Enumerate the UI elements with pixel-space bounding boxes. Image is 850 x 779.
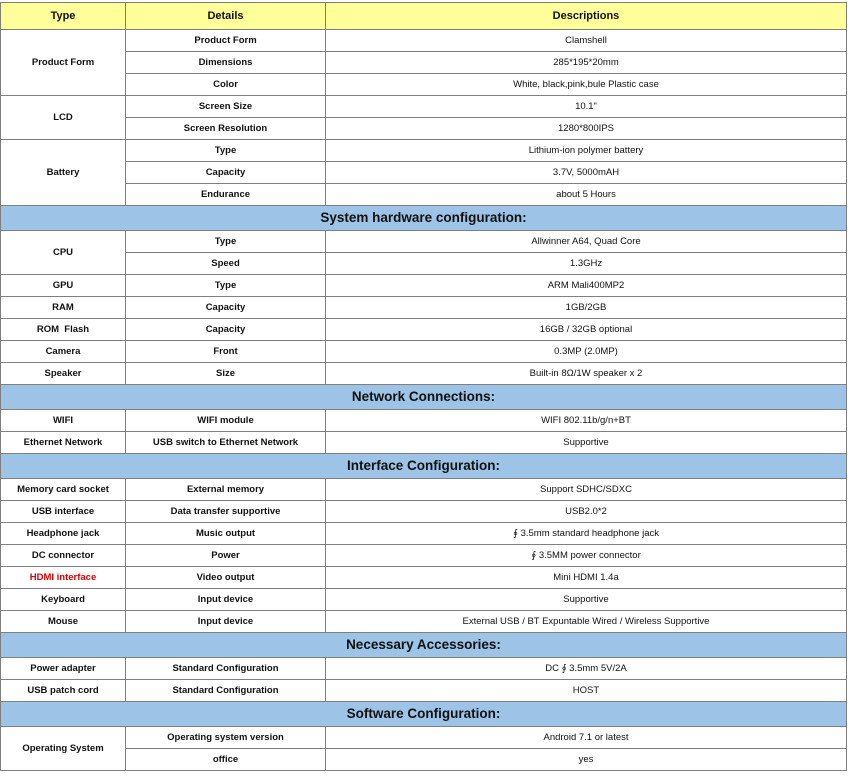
detail-cell: Data transfer supportive <box>126 501 326 523</box>
spec-table <box>0 2 847 771</box>
description-cell: WIFI 802.11b/g/n+BT <box>326 410 847 432</box>
table-row <box>1 319 847 341</box>
detail-cell: Front <box>126 341 326 363</box>
table-row <box>1 567 847 589</box>
detail-cell: Standard Configuration <box>126 680 326 702</box>
description-cell: Android 7.1 or latest <box>326 727 847 749</box>
detail-cell: Music output <box>126 523 326 545</box>
table-row <box>1 410 847 432</box>
type-cell: USB patch cord <box>1 680 126 702</box>
description-cell: 0.3MP (2.0MP) <box>326 341 847 363</box>
table-row <box>1 658 847 680</box>
description-cell: 16GB / 32GB optional <box>326 319 847 341</box>
section-row-accessories <box>1 633 847 658</box>
header-row <box>1 3 847 30</box>
detail-cell: Type <box>126 231 326 253</box>
type-cell: Speaker <box>1 363 126 385</box>
table-row <box>1 162 847 184</box>
description-cell: yes <box>326 749 847 771</box>
type-cell: GPU <box>1 275 126 297</box>
description-cell: Built-in 8Ω/1W speaker x 2 <box>326 363 847 385</box>
table-row <box>1 611 847 633</box>
type-cell: Power adapter <box>1 658 126 680</box>
type-cell: ROM Flash <box>1 319 126 341</box>
table-row <box>1 727 847 749</box>
table-row <box>1 545 847 567</box>
detail-cell: Input device <box>126 589 326 611</box>
type-cell-cpu: CPU <box>1 231 126 275</box>
description-cell: White, black,pink,bule Plastic case <box>326 74 847 96</box>
table-row <box>1 96 847 118</box>
description-cell: 3.7V, 5000mAH <box>326 162 847 184</box>
description-cell: USB2.0*2 <box>326 501 847 523</box>
table-row <box>1 749 847 771</box>
section-title-interface: Interface Configuration: <box>1 454 847 479</box>
detail-cell: Color <box>126 74 326 96</box>
description-cell: Allwinner A64, Quad Core <box>326 231 847 253</box>
detail-cell: Capacity <box>126 162 326 184</box>
detail-cell: External memory <box>126 479 326 501</box>
description-cell: DC ∮ 3.5mm 5V/2A <box>326 658 847 680</box>
type-cell: WIFI <box>1 410 126 432</box>
table-row <box>1 297 847 319</box>
type-cell: Headphone jack <box>1 523 126 545</box>
detail-cell: office <box>126 749 326 771</box>
description-cell: Clamshell <box>326 30 847 52</box>
type-cell-product-form: Product Form <box>1 30 126 96</box>
detail-cell: Size <box>126 363 326 385</box>
detail-cell: Type <box>126 275 326 297</box>
detail-cell: Video output <box>126 567 326 589</box>
table-row <box>1 589 847 611</box>
description-cell: ∮ 3.5mm standard headphone jack <box>326 523 847 545</box>
detail-cell: Power <box>126 545 326 567</box>
type-cell: Mouse <box>1 611 126 633</box>
detail-cell: Operating system version <box>126 727 326 749</box>
detail-cell: Product Form <box>126 30 326 52</box>
table-row <box>1 501 847 523</box>
table-row <box>1 432 847 454</box>
type-cell: Camera <box>1 341 126 363</box>
section-title-accessories: Necessary Accessories: <box>1 633 847 658</box>
section-title-network: Network Connections: <box>1 385 847 410</box>
detail-cell: Screen Resolution <box>126 118 326 140</box>
section-row-hardware <box>1 206 847 231</box>
header-details: Details <box>126 3 326 30</box>
description-cell: 285*195*20mm <box>326 52 847 74</box>
description-cell: 1280*800IPS <box>326 118 847 140</box>
description-cell: ∮ 3.5MM power connector <box>326 545 847 567</box>
description-cell: External USB / BT Expuntable Wired / Wireless Supportive <box>326 611 847 633</box>
type-cell-battery: Battery <box>1 140 126 206</box>
section-row-network <box>1 385 847 410</box>
type-cell: DC connector <box>1 545 126 567</box>
type-cell: Memory card socket <box>1 479 126 501</box>
detail-cell: Input device <box>126 611 326 633</box>
description-cell: 10.1" <box>326 96 847 118</box>
description-cell: Mini HDMI 1.4a <box>326 567 847 589</box>
section-row-interface <box>1 454 847 479</box>
table-row <box>1 118 847 140</box>
table-row <box>1 140 847 162</box>
detail-cell: Capacity <box>126 319 326 341</box>
section-title-software: Software Configuration: <box>1 702 847 727</box>
table-row <box>1 680 847 702</box>
section-title-hardware: System hardware configuration: <box>1 206 847 231</box>
type-cell: Keyboard <box>1 589 126 611</box>
table-row <box>1 74 847 96</box>
table-row <box>1 479 847 501</box>
description-cell: HOST <box>326 680 847 702</box>
table-row <box>1 523 847 545</box>
description-cell: Supportive <box>326 432 847 454</box>
table-row <box>1 30 847 52</box>
type-cell: USB interface <box>1 501 126 523</box>
table-row <box>1 184 847 206</box>
description-cell: Lithium-ion polymer battery <box>326 140 847 162</box>
type-cell: RAM <box>1 297 126 319</box>
type-cell: Ethernet Network <box>1 432 126 454</box>
description-cell: Supportive <box>326 589 847 611</box>
table-row <box>1 275 847 297</box>
section-row-software <box>1 702 847 727</box>
description-cell: 1.3GHz <box>326 253 847 275</box>
type-cell-hdmi: HDMI interface <box>1 567 126 589</box>
description-cell: 1GB/2GB <box>326 297 847 319</box>
description-cell: Support SDHC/SDXC <box>326 479 847 501</box>
detail-cell: Standard Configuration <box>126 658 326 680</box>
header-type: Type <box>1 3 126 30</box>
description-cell: about 5 Hours <box>326 184 847 206</box>
detail-cell: Speed <box>126 253 326 275</box>
detail-cell: Dimensions <box>126 52 326 74</box>
description-cell: ARM Mali400MP2 <box>326 275 847 297</box>
table-row <box>1 52 847 74</box>
table-row <box>1 253 847 275</box>
detail-cell: Screen Size <box>126 96 326 118</box>
detail-cell: USB switch to Ethernet Network <box>126 432 326 454</box>
detail-cell: Capacity <box>126 297 326 319</box>
table-row <box>1 231 847 253</box>
table-row <box>1 341 847 363</box>
type-cell-operating-system: Operating System <box>1 727 126 771</box>
detail-cell: WIFI module <box>126 410 326 432</box>
type-cell-lcd: LCD <box>1 96 126 140</box>
header-descriptions: Descriptions <box>326 3 847 30</box>
detail-cell: Type <box>126 140 326 162</box>
table-row <box>1 363 847 385</box>
detail-cell: Endurance <box>126 184 326 206</box>
